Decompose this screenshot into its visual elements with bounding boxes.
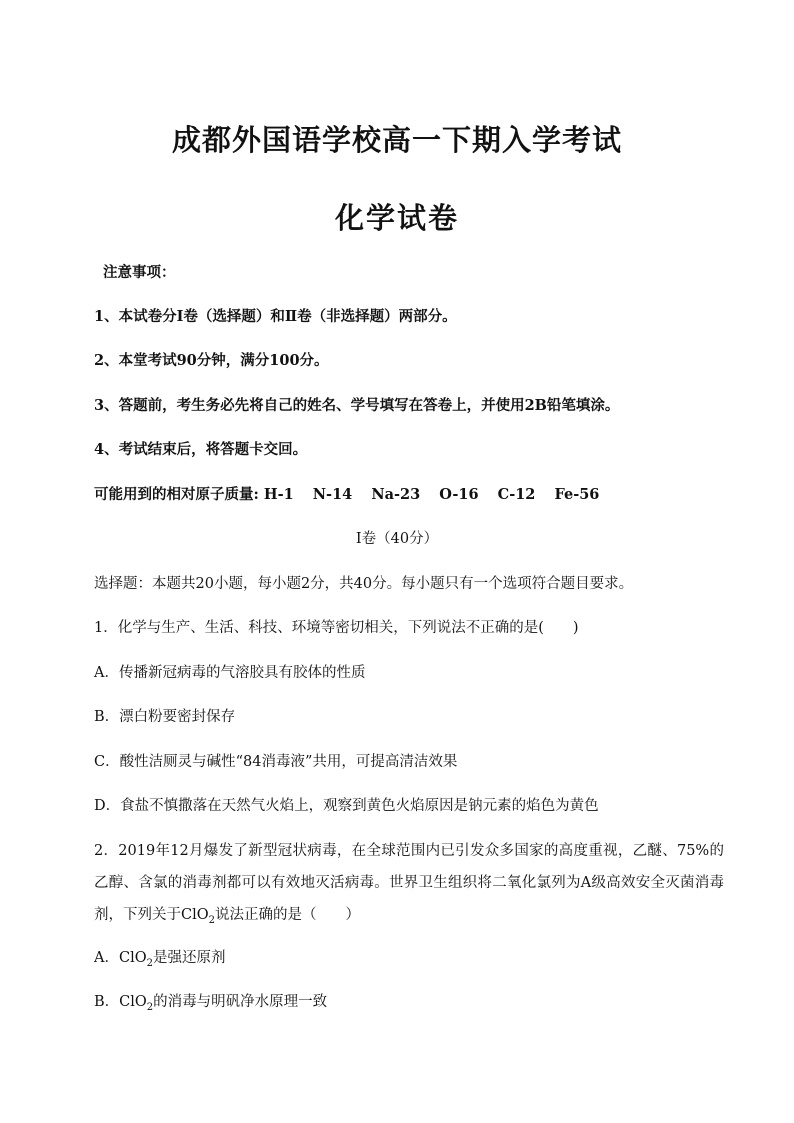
atomic-mass: O-16 <box>439 486 479 503</box>
question-1-stem: 1．化学与生产、生活、科技、环境等密切相关，下列说法不正确的是( ) <box>94 620 579 636</box>
note-item: 2、本堂考试90分钟，满分100分。 <box>94 352 329 369</box>
option-text: 的消毒与明矾净水原理一致 <box>153 994 328 1010</box>
exam-title: 成都外国语学校高一下期入学考试 <box>171 123 622 157</box>
option-text: 是强还原剂 <box>152 950 226 966</box>
part1-heading: Ⅰ卷（40分） <box>355 531 439 547</box>
question-1-option-d: D．食盐不慎撒落在天然气火焰上，观察到黄色火焰原因是钠元素的焰色为黄色 <box>94 798 599 814</box>
question-2-option-b <box>94 992 724 1012</box>
question-2-stem <box>94 835 724 931</box>
note-item: 3、答题前，考生务必先将自己的姓名、学号填写在答卷上，并使用2B铅笔填涂。 <box>94 397 620 414</box>
formula-subscript: 2 <box>146 957 153 969</box>
subject-title: 化学试卷 <box>334 201 459 235</box>
question-2-stem-text: 2．2019年12月爆发了新型冠状病毒，在全球范围内已引发众多国家的高度重视，乙醚、75%的乙醇、含氯的消毒剂都可以有效地灭活病毒。世界卫生组织将二氧化氯列为A级高效安全灭菌消毒剂，下列关于 <box>94 843 724 923</box>
part1-instructions: 选择题：本题共20小题，每小题2分，共40分。每小题只有一个选项符合题目要求。 <box>94 576 634 592</box>
option-letter: A． <box>94 950 119 966</box>
question-1-option-a: A．传播新冠病毒的气溶胶具有胶体的性质 <box>94 665 366 681</box>
question-1-option-c: C．酸性洁厕灵与碱性“84消毒液”共用，可提高清洁效果 <box>94 754 458 770</box>
chemical-formula: ClO <box>119 994 147 1010</box>
atomic-mass: N-14 <box>312 486 353 503</box>
option-letter: B． <box>94 994 120 1010</box>
formula-subscript: 2 <box>146 1001 154 1013</box>
chemical-formula: ClO <box>181 907 209 923</box>
atomic-mass: Na-23 <box>371 486 421 503</box>
chemical-formula: ClO <box>118 950 147 966</box>
notes-heading: 注意事项： <box>103 264 176 281</box>
atomic-masses-line <box>94 485 724 505</box>
note-item: 1、本试卷分Ⅰ卷（选择题）和Ⅱ卷（非选择题）两部分。 <box>94 308 457 325</box>
question-1-option-b: B．漂白粉要密封保存 <box>94 709 236 725</box>
question-2-stem-end: 说法正确的是（ ） <box>215 907 360 923</box>
question-2-option-a <box>94 948 724 968</box>
atomic-masses-label: 可能用到的相对原子质量: <box>94 486 259 503</box>
atomic-mass: H-1 <box>263 486 294 503</box>
note-item: 4、考试结束后，将答题卡交回。 <box>94 441 308 458</box>
formula-subscript: 2 <box>208 914 215 926</box>
atomic-mass: C-12 <box>497 486 536 503</box>
atomic-mass: Fe-56 <box>554 486 600 503</box>
